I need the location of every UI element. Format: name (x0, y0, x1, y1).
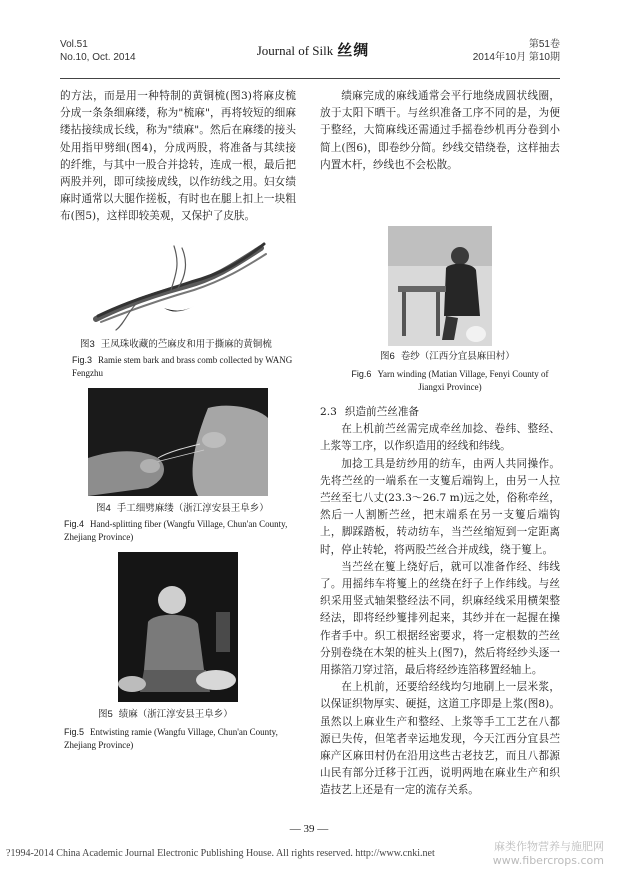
journal-title (228, 40, 398, 61)
paragraph: 当苎丝在篗上绕好后，就可以准备作经、纬线了。用摇纬车将篗上的丝绕在纡子上作纬线。与丝织采用竖式轴架整经法不同，织麻经线采用横架整经法，即将经纱篗排列起来，其纱并在一起握在操作者手中。织工根据经密要求，将一定根数的苎丝分别卷绕在木架的桩头上(图7)，然后将经纱头逐一用搽箔刀穿过箔，最后将经纱连箔移置经轴上。 (320, 560, 560, 677)
figure-5-caption-cn (98, 708, 298, 722)
header-volume-issue-cn (400, 38, 560, 64)
figure-3-caption-en (72, 354, 296, 380)
section-title: 织造前苎丝准备 (344, 406, 420, 418)
journal-title-en: Journal of Silk (256, 43, 334, 58)
figure-4-label-en: Fig.4 (64, 519, 85, 529)
figure-6-caption-en-text: Yarn winding (Matian Village, Fenyi County of Jiangxi Province) (377, 369, 549, 392)
paragraph: 绩麻完成的麻线通常会平行地绕成圆状线圈，放于太阳下晒干。与丝织准备工序不同的是，为便于整经，大简麻线还需通过手摇卷纱机再分卷到小简上(图6)，即卷纱分简。纱线交错绕卷，这样抽去内置木杆，纱线也不会松散。 (320, 90, 560, 171)
figure-6-photo (388, 226, 492, 346)
page-number: — 39 — (289, 823, 329, 835)
section-number: 2.3 (320, 406, 337, 418)
figure-6-caption-cn-text: 卷纱（江西分宜县麻田村） (400, 351, 515, 362)
right-column-bottom (320, 400, 560, 800)
figure-4-caption-cn (96, 502, 296, 516)
figure-5-label-en: Fig.5 (64, 727, 85, 737)
figure-4-label-cn: 图4 (96, 503, 111, 514)
figure-6-label-en: Fig.6 (351, 369, 372, 379)
figure-3-label-cn: 图3 (80, 339, 95, 350)
figure-5-caption-en-text: Entwisting ramie (Wangfu Village, Chun'an County, Zhejiang Province) (64, 727, 278, 750)
figure-6-caption-cn (380, 350, 560, 364)
figure-4-caption-cn-text: 手工细劈麻缕（浙江淳安县王阜乡） (116, 503, 269, 514)
figure-6-label-cn: 图6 (380, 351, 395, 362)
paragraph: 加捻工具是纺纱用的纺车，由两人共同操作。先将苎丝的一端系在一支篗后端钩上，由另一人拉苎丝至七八丈(23.3～26.7 m)远之处，俗称牵丝，然后一人割断苎丝，把末端系在另一支篗后端钩上，脚踩踏板，转动纺车，当苎丝缩短到一定距离时，停止转轮，将两股苎丝合并成线，绕于篗上。 (320, 457, 560, 556)
copyright-footer: ?1994-2014 China Academic Journal Electronic Publishing House. All rights reserved. http://www.cnki.net (6, 848, 435, 859)
right-column-top (320, 88, 560, 174)
figure-5-caption-cn-text: 绩麻（浙江淳安县王阜乡） (118, 709, 233, 720)
figure-3-label-en: Fig.3 (72, 355, 93, 365)
journal-logo: 丝绸 (337, 41, 370, 59)
section-heading (320, 404, 560, 421)
header-volume-cn: 第51卷 (528, 39, 560, 50)
figure-5-caption-en (64, 726, 296, 752)
left-column (60, 88, 296, 226)
header-rule (60, 78, 560, 79)
header-issue: No.10, Oct. 2014 (60, 52, 136, 63)
figure-3-caption-cn (80, 338, 300, 352)
watermark-cn: 麻类作物营养与施肥网 (494, 840, 604, 853)
figure-4-caption-en (64, 518, 296, 544)
paragraph: 在上机前苎丝需完成牵丝加捻、卷纬、整经、上浆等工序，以作织造用的经线和纬线。 (320, 423, 560, 453)
watermark-url: www.fibercrops.com (492, 854, 604, 867)
figure-3-caption-en-text: Ramie stem bark and brass comb collected by WANG Fengzhu (72, 355, 293, 378)
figure-4-photo (88, 388, 268, 496)
paragraph: 的方法，而是用一种特制的黄铜梳(图3)将麻皮梳分成一条条细麻缕，称为"梳麻"，再将较短的细麻缕拈接续成长线，称为"绩麻"。然后在麻缕的接头处用指甲劈细(图4)，分成两股，将准备与其续接的纤维，与其中一股合并捻转，连成一根，最后把两股并列，即可续接成线，以作纺线之用。妇女绩麻时通常以大腿作搓板，有时也在腿上扣上一块粗布(图5)，这样即较美观，又保护了皮肤。 (60, 90, 296, 223)
header-date-cn: 2014年10月 第10期 (472, 52, 560, 63)
figure-3-caption-cn-text: 王凤珠收藏的苎麻皮和用于撕麻的黄铜梳 (100, 339, 272, 350)
figure-6-caption-en (340, 368, 560, 394)
figure-5-photo (118, 552, 238, 702)
figure-4-caption-en-text: Hand-splitting fiber (Wangfu Village, Chun'an County, Zhejiang Province) (64, 519, 288, 542)
header-volume-issue (60, 38, 136, 64)
figure-5-label-cn: 图5 (98, 709, 113, 720)
header-volume: Vol.51 (60, 39, 88, 50)
figure-3-photo (76, 234, 286, 334)
paragraph: 在上机前，还要给经线均匀地刷上一层米浆，以保证织物厚实、硬挺，这道工序即是上浆(图8)。虽然以上麻业生产和整经、上浆等手工工艺在八都源已失传，但笔者幸运地发现，今天江西分宜县苎麻产区麻田村仍在沿用这些古老技艺，而且八都源山民有部分迁移于江西，说明两地在麻业生产和织造技艺上还是有一定的流存关系。 (320, 681, 560, 797)
watermark (493, 840, 604, 868)
